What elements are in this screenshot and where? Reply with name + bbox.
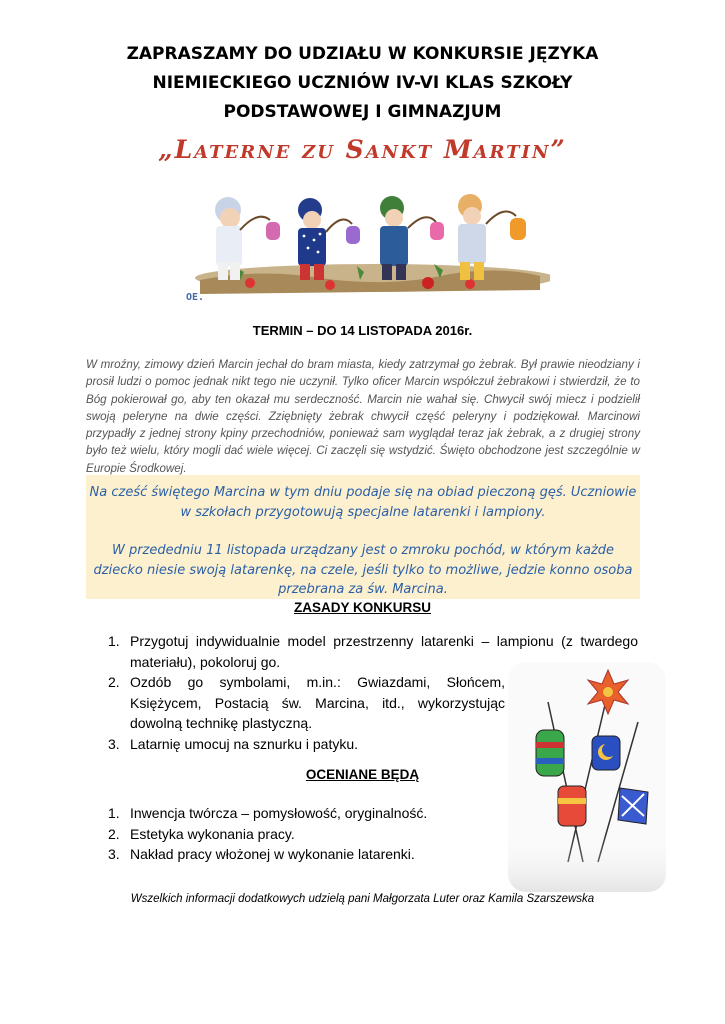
list-item: 3. Nakład pracy włożonej w wykonanie latarenki.: [108, 846, 415, 862]
illustration-signature: OE.: [186, 292, 205, 303]
info-paragraph: Na cześć świętego Marcina w tym dniu podaje się na obiad pieczoną gęś. Uczniowie w szkołach przygotowują specjalne latarenki i lampiony.: [89, 485, 637, 520]
rules-heading: ZASADY KONKURSU: [293, 600, 431, 615]
list-item: 1. Przygotuj indywidualnie model przestrzenny latarenki – lampionu (z twardego materiału), pokoloruj go.: [108, 633, 638, 670]
footer-note: Wszelkich informacji dodatkowych udzielą pani Małgorzata Luter oraz Kamila Szarszewska: [130, 893, 595, 905]
children-lanterns-illustration: [180, 188, 550, 306]
page-title: [60, 40, 665, 127]
info-paragraph: W przededniu 11 listopada urządzany jest o zmroku pochód, w którym każde dziecko niesie swoją latarenkę, na czele, jeśli tylko to możliwe, jedzie konno osoba przebrana za św. Marcina.: [93, 543, 633, 597]
list-item: 1. Inwencja twórcza – pomysłowość, oryginalność.: [108, 805, 428, 821]
title-line: ZAPRASZAMY DO UDZIAŁU W KONKURSIE JĘZYKA: [126, 44, 599, 64]
title-line: PODSTAWOWEJ I GIMNAZJUM: [223, 102, 502, 122]
contest-name: „Laterne zu Sankt Martin”: [158, 135, 567, 164]
info-box: [86, 475, 640, 599]
list-item: 2. Estetyka wykonania pracy.: [108, 825, 295, 842]
title-line: NIEMIECKIEGO UCZNIÓW IV-VI KLAS SZKOŁY: [152, 73, 573, 93]
list-item: 2. Ozdób go symbolami, m.in.: Gwiazdami, Słońcem, Księżycem, Postacią św. Marcina, itd., wykorzystując dowolną technikę plastyczną.: [108, 674, 505, 731]
criteria-list: [108, 803, 508, 865]
story-paragraph: W mroźny, zimowy dzień Marcin jechał do bram miasta, kiedy zatrzymał go żebrak. Był prawie nieodziany i prosił ludzi o pomoc jednak nikt tego nie uczynił. Tylko oficer Marcin współczuł żebrakowi i stwierdził, że to Bóg pokierował go, aby ten okazał mu serdeczność. Marcin nie wahał się. Chwycił swój miecz i podzielił swoją peleryne na dwie części. Zziębnięty żebrak chwycił część peleryny i podziękował. Marcinowi przypadły z jednej strony kpiny przechodniów, ponieważ sam wyglądał teraz jak żebrak, a z drugiej strony było też wielu, który mogli dać wiele więcej. Ci zaczęli się wstydzić. Święto obchodzone jest szczególnie w Europie Środkowej.: [86, 358, 640, 475]
list-item: 3. Latarnię umocuj na sznurku i patyku.: [108, 735, 359, 752]
deadline: TERMIN – DO 14 LISTOPADA 2016r.: [252, 323, 473, 338]
criteria-heading: OCENIANE BĘDĄ: [305, 767, 420, 782]
